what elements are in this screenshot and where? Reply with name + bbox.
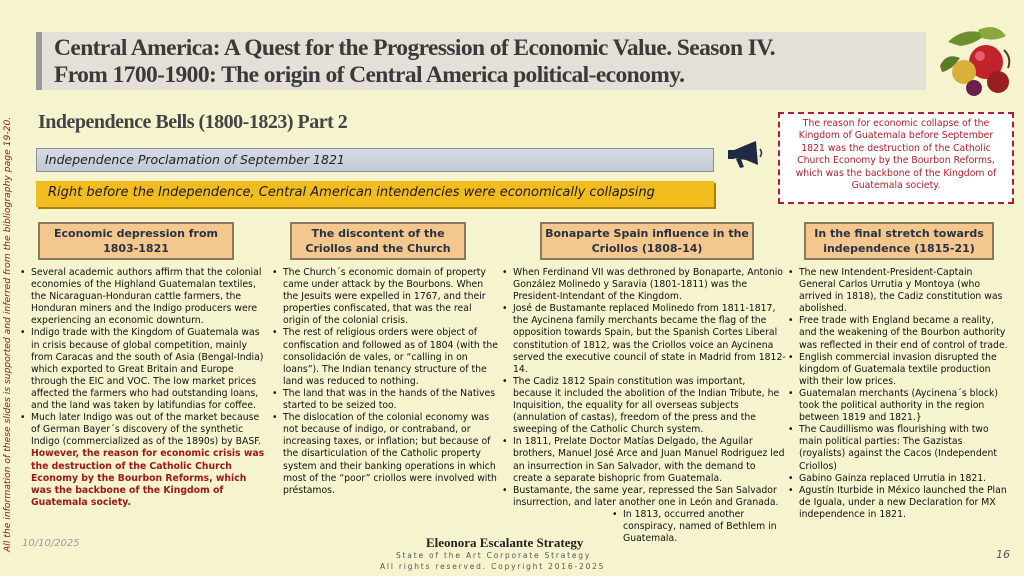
collapse-banner: Right before the Independence, Central American intendencies were economically collapsing [36,181,714,207]
column-header-bonaparte-spain: Bonaparte Spain influence in the Criollos (1808-14) [540,222,754,260]
footer-date: 10/10/2025 [22,538,80,549]
page-number: 16 [996,548,1010,561]
list-item: • Agustín Iturbide in México launched the Plan de Iguala, under a new Declaration for MX independence in 1821. [788,485,1010,521]
list-item-text: Much later Indigo was out of the market because of German Bayer´s discovery of the synthetic Indigo (commercialized as of the 1890s) by BASF. [31,412,262,448]
column-list-final-stretch [788,267,1010,521]
footer-company-name: Eleonora Escalante Strategy [426,535,584,550]
list-item: • The Caudillismo was flourishing with two main political parties: The Gazistas (royalists) against the Cacos (Independent Criollos) [788,424,1010,472]
list-item: • The Cadiz 1812 Spain constitution was important, because it included the abolition of the Indian Tribute, he Inquisition, the equality for all overseas subjects (annulation of castas), freedom of the press and the sweeping of the Catholic Church system. [502,376,786,436]
column-header-criollos-church: The discontent of the Criollos and the Church [290,222,466,260]
list-item: • Guatemalan merchants (Aycinena´s block) took the political authority in the region between 1819 and 1821.} [788,388,1010,424]
list-item: • Free trade with England became a reality, and the weakening of the Bourbon authority was reflected in their end of control of trade. [788,315,1010,351]
slide-title [36,32,926,90]
megaphone-icon [726,140,764,170]
list-item: • The land that was in the hands of the Natives started to be seized too. [272,388,498,412]
title-line-1: Central America: A Quest for the Progression of Economic Value. Season IV. [54,35,775,61]
highlighted-conclusion: However, the reason for economic crisis was the destruction of the Catholic Church Economy by the Bourbon Reforms, which was the backbone of the Kingdom of Guatemala society. [31,448,265,508]
list-item: • The rest of religious orders were object of confiscation and followed as of 1804 (with the consolidación de vales, or “calling in on loans”). The Indian tenancy structure of the land was reduced to nothing. [272,327,498,387]
footer-copyright: All rights reserved. Copyright 2016-2025 [380,562,606,571]
title-line-2: From 1700-1900: The origin of Central America political-economy. [54,62,685,88]
column-list-bonaparte-spain [502,267,786,545]
column-list-economic-depression [20,267,268,509]
list-item: • Gabino Gainza replaced Urrutia in 1821. [788,473,1010,485]
column-list-criollos-church [272,267,498,497]
list-item: • The dislocation of the colonial economy was not because of indigo, or contraband, or increasing taxes, or inflation; but because of the disarticulation of the Catholic property system and their banking operations in which most of the “poor” criollos were involved with préstamos. [272,412,498,497]
fruit-branch-logo [934,22,1016,102]
column-header-final-stretch: In the final stretch towards independence (1815-21) [804,222,994,260]
callout-box: The reason for economic collapse of the Kingdom of Guatemala before September 1821 was the destruction of the Catholic Church Economy by the Bourbon Reforms, which was the backbone of the Kingdom of Guatemala society. [778,112,1014,204]
list-item: • Bustamante, the same year, repressed the San Salvador insurrection, and later another one in León and Granada. [502,485,786,509]
proclamation-bar: Independence Proclamation of September 1821 [36,148,714,172]
list-item: • When Ferdinand VII was dethroned by Bonaparte, Antonio González Molinedo y Saravia (1801-1811) was the President-Intendant of the Kingdom. [502,267,786,303]
section-title: Independence Bells (1800-1823) Part 2 [38,111,348,133]
list-item [20,412,268,509]
list-item: • Indigo trade with the Kingdom of Guatemala was in crisis because of global competition, mainly from Caracas and the south of Asia (Bengal-India) which exported to Great Britain and Europe through the EIC and VOC. The low market prices affected the farmers who had outstanding loans, and the land was taken by latifundias for coffee. [20,327,268,412]
column-header-economic-depression: Economic depression from 1803-1821 [38,222,234,260]
list-item: • The Church´s economic domain of property came under attack by the Bourbons. When the Jesuits were expelled in 1767, and their properties confiscated, that was the real origin of the colonial crisis. [272,267,498,327]
list-item: • José de Bustamante replaced Molinedo from 1811-1817, the Aycinena family merchants became the flag of the opposition towards Spain, but the Spanish Cortes Liberal constitution of 1812, was the Criollos voice an Aycinena served the executive council of state in Madrid from 1812-14. [502,303,786,376]
list-item: • In 1811, Prelate Doctor Matías Delgado, the Aguilar brothers, Manuel José Arce and Juan Manuel Rodriguez led an insurrection in San Salvador, with the demand to create a separate bishopric from Guatemala. [502,436,786,484]
list-item: • English commercial invasion disrupted the kingdom of Guatemala textile production with their low prices. [788,352,1010,388]
side-note: All the information of these slides is supported and inferred from the bibliography page 19-20. [2,116,13,552]
footer-tagline: State of the Art Corporate Strategy [396,551,592,560]
list-item: • In 1813, occurred another conspiracy, named of Bethlem in Guatemala. [612,509,786,545]
list-item: • Several academic authors affirm that the colonial economies of the Highland Guatemalan textiles, the Nicaraguan-Honduran cattle farmers, the Honduran miners and the Indigo producers were experiencing an economic downturn. [20,267,268,327]
list-item: • The new Intendent-President-Captain General Carlos Urrutia y Montoya (who arrived in 1818), the Cadiz constitution was abolished. [788,267,1010,315]
